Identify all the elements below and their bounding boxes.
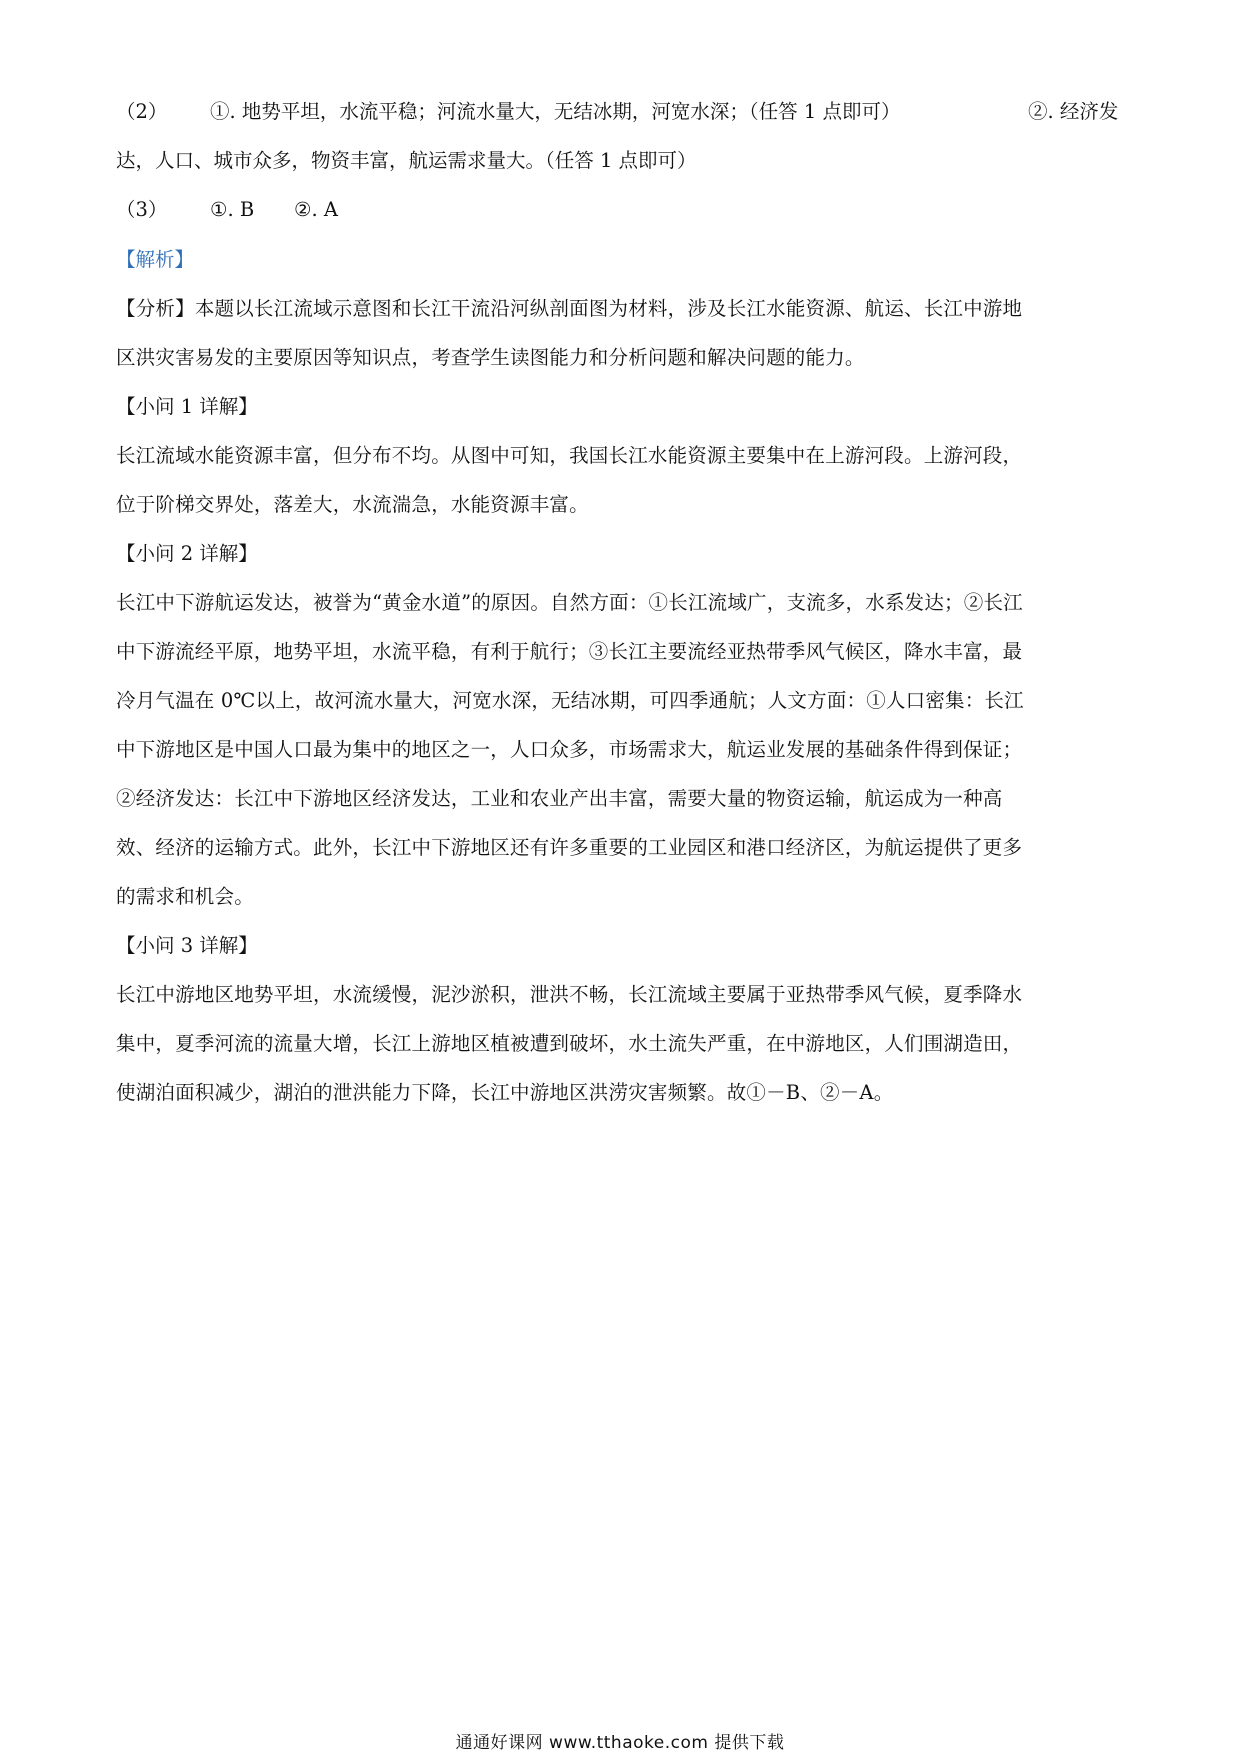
section-2-line-3: 冷月气温在 0℃以上，故河流水量大，河宽水深，无结冰期，可四季通航；人文方面：①人口密集：长江 xyxy=(116,689,1024,712)
section-1-title: 【小问 1 详解】 xyxy=(116,395,258,418)
section-3-line-3: 使湖泊面积减少，湖泊的泄洪能力下降，长江中游地区洪涝灾害频繁。故①－B、②－A。 xyxy=(116,1081,894,1104)
section-2-body xyxy=(116,578,1130,921)
answer-q3-part1: ①. B xyxy=(210,198,255,221)
answer-q2-row xyxy=(116,100,1130,124)
jiexi-label: 【解析】 xyxy=(116,248,195,271)
analysis-paragraph xyxy=(116,284,1130,382)
analysis-line-2: 区洪灾害易发的主要原因等知识点，考查学生读图能力和分析问题和解决问题的能力。 xyxy=(116,346,865,369)
section-1-body xyxy=(116,431,1130,529)
section-2-line-4: 中下游地区是中国人口最为集中的地区之一，人口众多，市场需求大，航运业发展的基础条件得到保证； xyxy=(116,738,1023,761)
analysis-line-1: 本题以长江流域示意图和长江干流沿河纵剖面图为材料，涉及长江水能资源、航运、长江中游地 xyxy=(194,297,1023,320)
section-3-line-1: 长江中游地区地势平坦，水流缓慢，泥沙淤积，泄洪不畅，长江流域主要属于亚热带季风气候，夏季降水 xyxy=(116,983,1023,1006)
section-3-body xyxy=(116,970,1130,1117)
page-footer: 通通好课网 www.tthaoke.com 提供下载 xyxy=(455,1733,785,1753)
section-2-line-7: 的需求和机会。 xyxy=(116,885,254,908)
answer-q3-part2: ②. A xyxy=(294,198,338,221)
section-2-title: 【小问 2 详解】 xyxy=(116,542,258,565)
answer-q2-number: （2） xyxy=(116,100,168,123)
section-2-line-1: 长江中下游航运发达，被誉为“黄金水道”的原因。自然方面：①长江流域广，支流多，水系发达；②长江 xyxy=(116,591,1023,614)
section-1-line-2: 位于阶梯交界处，落差大，水流湍急，水能资源丰富。 xyxy=(116,493,589,516)
section-3-title: 【小问 3 详解】 xyxy=(116,934,258,957)
answer-q3-row xyxy=(116,198,1130,222)
answer-q2-part2: ②. 经济发 xyxy=(1028,100,1119,123)
answer-q2-part1: ①. 地势平坦，水流平稳；河流水量大，无结冰期，河宽水深；（任答 1 点即可） xyxy=(210,100,901,123)
answer-q3-number: （3） xyxy=(116,198,168,221)
section-2-line-6: 效、经济的运输方式。此外，长江中下游地区还有许多重要的工业园区和港口经济区，为航运提供了更多 xyxy=(116,836,1023,859)
section-2-line-2: 中下游流经平原，地势平坦，水流平稳，有利于航行；③长江主要流经亚热带季风气候区，降水丰富，最 xyxy=(116,640,1023,663)
section-1-line-1: 长江流域水能资源丰富，但分布不均。从图中可知，我国长江水能资源主要集中在上游河段。上游河段， xyxy=(116,444,1023,467)
document-page xyxy=(116,100,1130,1117)
section-3-line-2: 集中，夏季河流的流量大增，长江上游地区植被遭到破坏，水土流失严重，在中游地区，人们围湖造田， xyxy=(116,1032,1023,1055)
analysis-label: 【分析】 xyxy=(116,297,195,320)
section-2-line-5: ②经济发达：长江中下游地区经济发达，工业和农业产出丰富，需要大量的物资运输，航运成为一种高 xyxy=(116,787,1003,810)
answer-q2-continuation: 达，人口、城市众多，物资丰富，航运需求量大。（任答 1 点即可） xyxy=(116,149,697,172)
